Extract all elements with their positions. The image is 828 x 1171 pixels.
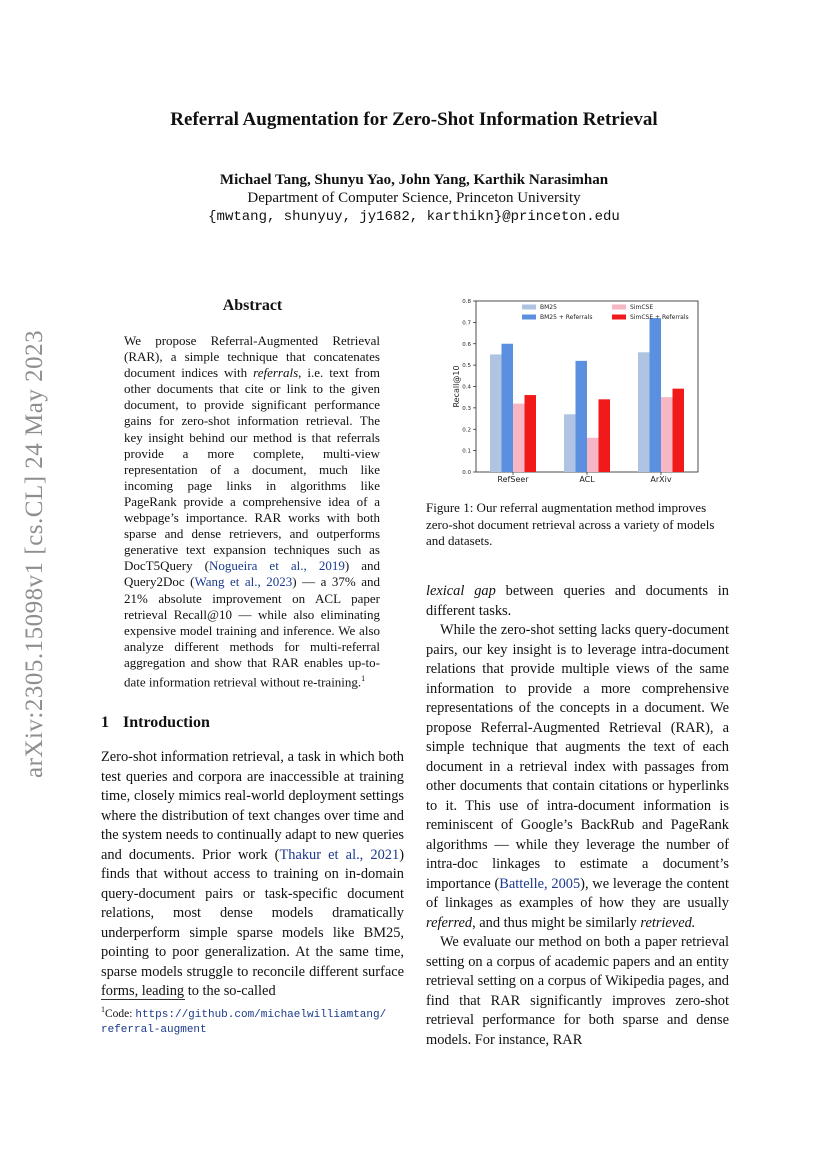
code-link[interactable]: referral-augment (101, 1024, 207, 1037)
y-tick-label: 0.2 (462, 427, 471, 434)
y-tick-label: 0.8 (462, 299, 471, 305)
body-text: Zero-shot information retrieval, a task in which both test queries and corpora are inaccessible at training time, closely mimics real-world deployment settings where the distribution of text changes over time and the system needs to continually adapt to new queries and documents. Prior work ( (101, 749, 404, 863)
abstract-body (124, 333, 380, 690)
body-text: While the zero-shot setting lacks query-document pairs, our key insight is to leverage intra-document relations that provide multiple views of the same information to provide a more comprehensive representations of the concepts in a document. We propose Referral-Augmented Retrieval (RAR), a simple technique that augments the text of each document in a retrieval index with passages from other documents that contain citations or hyperlinks to it. This use of intra-document information is reminiscent of Google’s BackRub and PageRank algorithms — while they leverage the number of intra-doc linkages to estimate a document’s importance ( (426, 622, 729, 892)
legend-label: BM25 (540, 304, 557, 311)
citation-link[interactable]: Battelle, 2005 (499, 875, 581, 892)
abstract-emphasis: referrals (253, 365, 299, 381)
abstract-text: ) — a 37% and 21% absolute improvement on ACL paper retrieval Recall@10 — while also eliminating expensive model training and inference. We also analyze different methods for multi-referral aggregation and show that RAR enables up-to-date information retrieval without re-training. (124, 574, 380, 690)
y-tick-label: 0.0 (462, 470, 471, 476)
legend-swatch (612, 305, 626, 310)
bar (587, 438, 599, 472)
y-axis-label: Recall@10 (452, 365, 461, 408)
abstract-text: , i.e. text from other documents that cite or link to the given document, to provide significant performance gains for zero-shot information retrieval. The key insight behind our method is that referrals provide a more complete, multi-view representation of a document, much like incoming page links in algorithms like PageRank provide a comprehensive idea of a webpage’s importance. RAR works with both sparse and dense retrievers, and outperforms generative text expansion techniques such as DocT5Query ( (124, 365, 380, 574)
emphasis-text: lexical gap (426, 583, 496, 599)
section-title: Introduction (123, 714, 210, 731)
footnote-text: Code: (105, 1007, 136, 1020)
citation-link[interactable]: Thakur et al., 2021 (279, 846, 400, 863)
figure-1-bar-chart (440, 295, 710, 487)
body-text: ) finds that without access to training on in-domain query-document pairs or task-specific document relations, most dense models dramatically underperform simple sparse models like BM25, pointing to poor generalization. At the same time, sparse models struggle to reconcile different surface forms, leading to the so-called (101, 846, 404, 999)
footnote-number: 1 (101, 1005, 105, 1014)
x-tick-label: RefSeer (497, 475, 529, 484)
bar (564, 414, 576, 472)
abstract-text: ) and Query2Doc ( (124, 558, 380, 590)
footnote (101, 1003, 406, 1038)
y-tick-label: 0.3 (462, 405, 471, 412)
y-tick-label: 0.6 (462, 341, 471, 348)
legend-swatch (612, 315, 626, 320)
legend-label: SimCSE + Referrals (630, 314, 689, 321)
y-tick-label: 0.1 (462, 448, 471, 455)
y-tick-label: 0.5 (462, 363, 471, 370)
y-tick-label: 0.7 (462, 320, 471, 327)
citation-link[interactable]: Wang et al., 2023 (194, 574, 293, 590)
bar (513, 404, 525, 472)
emphasis-text: referred (426, 914, 473, 931)
body-text: between queries and documents in different tasks. (426, 583, 729, 619)
footnote-rule (101, 999, 185, 1000)
intro-left-column (101, 748, 404, 1002)
legend-label: SimCSE (630, 304, 654, 311)
author-emails: {mwtang, shunyuy, jy1682, karthikn}@princeton.edu (208, 209, 620, 225)
bar (599, 399, 611, 472)
intro-right-column (426, 582, 729, 1050)
section-heading-introduction (101, 714, 224, 732)
body-text: We evaluate our method on both a paper retrieval setting on a corpus of academic papers and an entity retrieval setting on a corpus of Wikipedia pages, and find that RAR significantly improves zero-shot retrieval performance for both sparse and dense models. For instance, RAR (426, 934, 729, 1048)
x-tick-label: ACL (579, 475, 595, 484)
bar (650, 318, 662, 472)
legend-swatch (522, 315, 536, 320)
bar (576, 361, 588, 472)
affiliation: Department of Computer Science, Princeton University (247, 190, 581, 206)
footnote-marker[interactable]: 1 (361, 673, 366, 683)
abstract-heading: Abstract (222, 297, 283, 314)
body-text: , and thus might be similarly (472, 914, 641, 931)
section-number: 1 (101, 714, 109, 731)
emphasis-text: retrieved. (640, 914, 696, 931)
figure-caption: Figure 1: Our referral augmentation method improves zero-shot document retrieval across a variety of models and datasets. (426, 500, 715, 548)
bar (638, 352, 650, 472)
paper-title: Referral Augmentation for Zero-Shot Information Retrieval (170, 109, 658, 130)
code-link[interactable]: https://github.com/michaelwilliamtang/ (135, 1008, 387, 1021)
legend-swatch (522, 305, 536, 310)
bar (525, 395, 537, 472)
bar (502, 344, 514, 472)
bar (490, 354, 502, 472)
citation-link[interactable]: Nogueira et al., 2019 (208, 558, 345, 574)
bar (661, 397, 673, 472)
legend-label: BM25 + Referrals (540, 314, 593, 321)
authors: Michael Tang, Shunyu Yao, John Yang, Karthik Narasimhan (219, 172, 609, 188)
arxiv-identifier: arXiv:2305.15098v1 [cs.CL] 24 May 2023 (21, 329, 48, 778)
x-tick-label: ArXiv (650, 475, 672, 484)
abstract-text: We propose Referral-Augmented Retrieval (RAR), a simple technique that concatenates document indices with (124, 333, 380, 381)
body-text: ), we leverage the content of linkages as examples of how they are usually (426, 875, 730, 911)
bar (673, 389, 685, 472)
y-tick-label: 0.4 (462, 384, 471, 391)
